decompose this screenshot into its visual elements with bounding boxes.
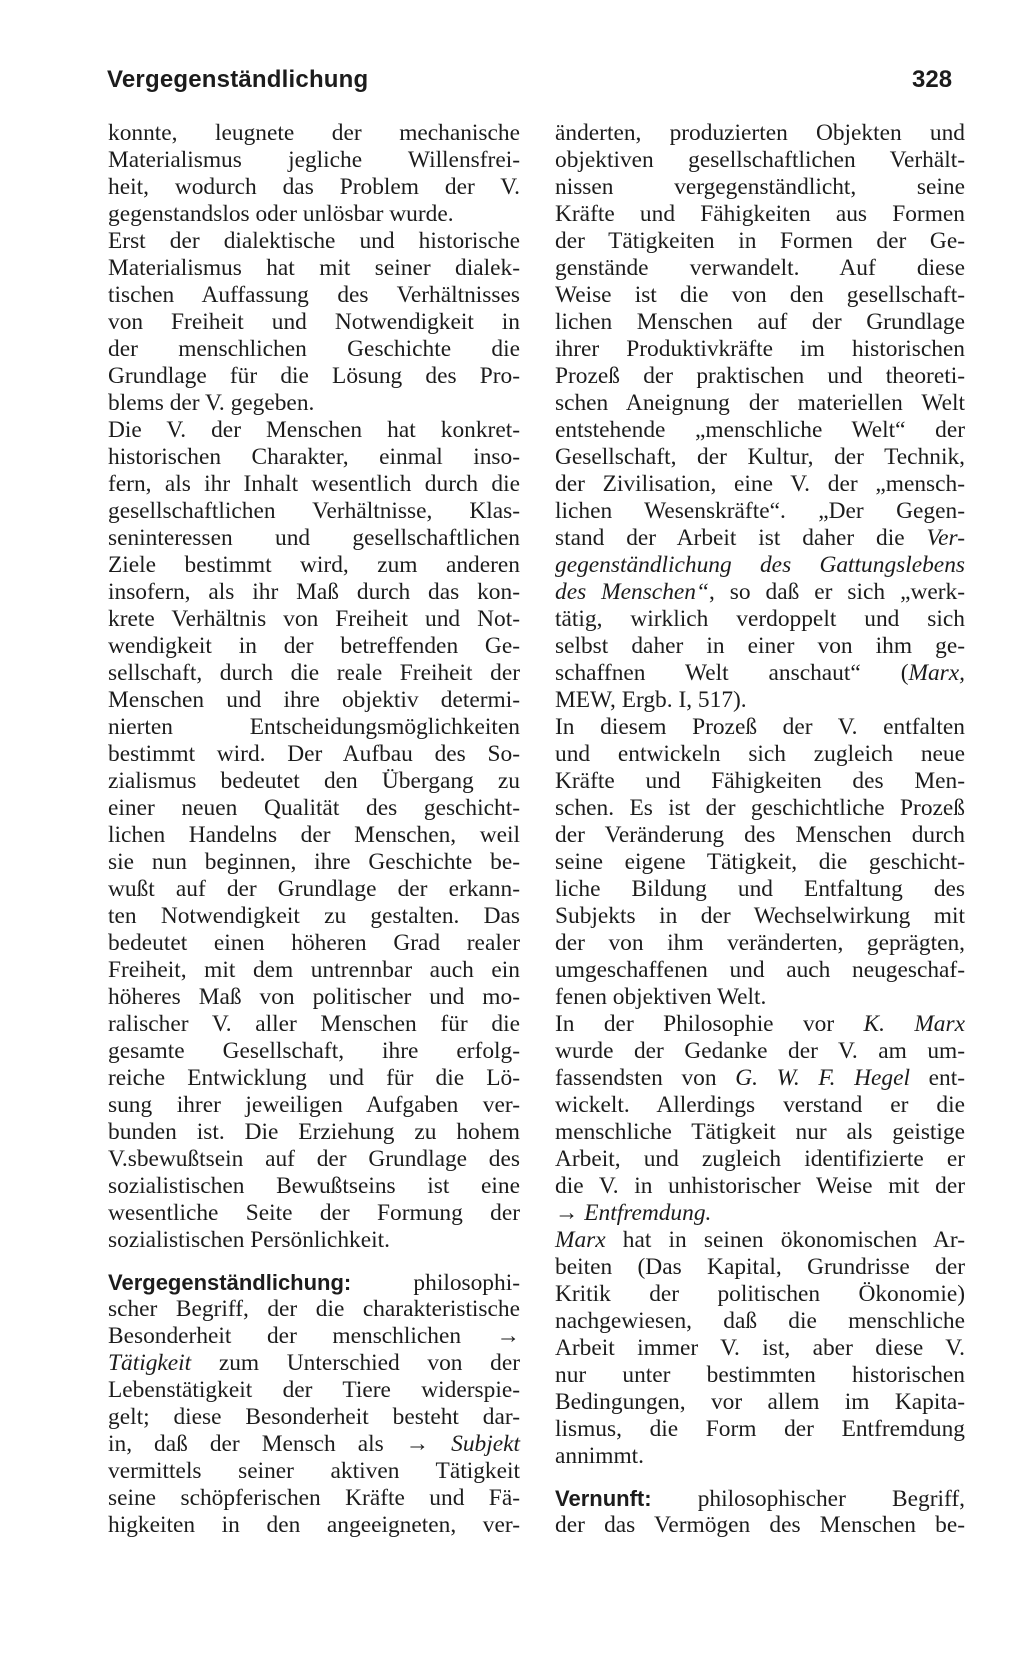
line-text: Kräfte und Fähigkeiten des Men- — [555, 768, 965, 794]
right-column — [555, 120, 965, 1539]
text-line — [555, 1092, 965, 1119]
line-text: der menschlichen Geschichte die — [108, 336, 520, 362]
text-line — [555, 633, 965, 660]
line-text: schaffnen Welt anschaut“ ( — [555, 660, 909, 686]
line-text: genstände verwandelt. Auf diese — [555, 255, 965, 281]
line-text: bunden ist. Die Erziehung zu hohem — [108, 1119, 520, 1145]
line-text: krete Verhältnis von Freiheit und Not- — [108, 606, 520, 632]
line-text: bedeutet einen höheren Grad realer — [108, 930, 520, 956]
line-text: fassendsten von — [555, 1065, 717, 1091]
line-text: tischen Auffassung des Verhältnisses — [108, 282, 520, 308]
italic-text: des Menschen“ — [555, 579, 709, 605]
line-text: der Tätigkeiten in Formen der Ge- — [555, 228, 965, 254]
line-text: Arbeit immer V. ist, aber diese V. — [555, 1335, 965, 1361]
line-text: in, daß der Mensch als → — [108, 1431, 430, 1457]
line-text: sung ihrer jeweiligen Aufgaben ver- — [108, 1092, 520, 1118]
line-text: Weise ist die von den gesellschaft- — [555, 282, 965, 308]
line-text: wußt auf der Grundlage der erkann- — [108, 876, 520, 902]
line-text: beiten (Das Kapital, Grundrisse der — [555, 1254, 965, 1280]
text-line — [555, 876, 965, 903]
paragraph-gap — [108, 1254, 520, 1269]
line-text: Subjekts in der Wechselwirkung mit — [555, 903, 965, 929]
text-line — [108, 471, 520, 498]
entry-term: Vergegenständlichung: — [108, 1270, 352, 1295]
line-text: einer neuen Qualität des geschicht- — [108, 795, 520, 821]
text-line — [108, 930, 520, 957]
line-text: wickelt. Allerdings verstand er die — [555, 1092, 965, 1118]
line-text: Kräfte und Fähigkeiten aus Formen — [555, 201, 965, 227]
line-text: wendigkeit in der betreffenden Ge- — [108, 633, 520, 659]
line-text: schen. Es ist der geschichtliche Prozeß — [555, 795, 965, 821]
text-line — [555, 1119, 965, 1146]
line-text: Prozeß der praktischen und theoreti- — [555, 363, 965, 389]
line-text: Ziele bestimmt wird, zum anderen — [108, 552, 520, 578]
line-text: zum Unterschied von der — [191, 1350, 520, 1376]
text-line — [555, 1443, 965, 1470]
line-text: philosophi- — [351, 1270, 520, 1296]
line-text: V.sbewußtsein auf der Grundlage des — [108, 1146, 520, 1172]
line-text: der Veränderung des Menschen durch — [555, 822, 965, 848]
text-line — [555, 255, 965, 282]
text-line — [555, 363, 965, 390]
line-text: lichen Menschen auf der Grundlage — [555, 309, 965, 335]
text-line — [555, 444, 965, 471]
line-text: vermittels seiner aktiven Tätigkeit — [108, 1458, 520, 1484]
text-line — [108, 390, 520, 417]
line-text: scher Begriff, der die charakteristische — [108, 1296, 520, 1322]
line-text: sellschaft, durch die reale Freiheit der — [108, 660, 520, 686]
line-text: nachgewiesen, daß die menschliche — [555, 1308, 965, 1334]
text-line — [108, 363, 520, 390]
line-text: → — [555, 1200, 579, 1226]
line-text: In der Philosophie vor — [555, 1011, 835, 1037]
line-text: fern, als ihr Inhalt wesentlich durch die — [108, 471, 520, 497]
line-text: Bedingungen, vor allem im Kapita- — [555, 1389, 965, 1415]
line-text: philosophischer Begriff, — [651, 1486, 965, 1512]
text-line — [108, 1485, 520, 1512]
text-line — [555, 1227, 965, 1254]
line-text: Grundlage für die Lösung des Pro- — [108, 363, 520, 389]
text-line — [108, 255, 520, 282]
line-text: wesentliche Seite der Formung der — [108, 1200, 520, 1226]
line-text: schen Aneignung der materiellen Welt — [555, 390, 965, 416]
italic-text: gegenständlichung des Gattungslebens — [555, 552, 965, 578]
text-line — [555, 1011, 965, 1038]
text-line — [108, 498, 520, 525]
text-line — [108, 660, 520, 687]
text-line — [108, 1200, 520, 1227]
line-text: von Freiheit und Notwendigkeit in — [108, 309, 520, 335]
line-text: umgeschaffenen und auch neugeschaf- — [555, 957, 965, 983]
text-line — [108, 822, 520, 849]
line-text: Lebenstätigkeit der Tiere widerspie- — [108, 1377, 520, 1403]
line-text: seninteressen und gesellschaftlichen — [108, 525, 520, 551]
text-line — [555, 147, 965, 174]
text-line — [555, 849, 965, 876]
text-line — [108, 1119, 520, 1146]
text-line — [108, 1296, 520, 1323]
line-text: insofern, als ihr Maß durch das kon- — [108, 579, 520, 605]
text-line — [555, 390, 965, 417]
line-text: lichen Wesenskräfte“. „Der Gegen- — [555, 498, 965, 524]
text-line — [108, 876, 520, 903]
italic-text: Tätigkeit — [108, 1350, 192, 1376]
line-text: sozialistischen Persönlichkeit. — [108, 1227, 390, 1253]
line-text: blems der V. gegeben. — [108, 390, 315, 416]
text-line — [108, 282, 520, 309]
italic-text: Entfremdung. — [578, 1200, 712, 1226]
text-line — [555, 417, 965, 444]
line-text: bestimmt wird. Der Aufbau des So- — [108, 741, 520, 767]
text-line — [555, 822, 965, 849]
text-line — [555, 282, 965, 309]
line-text: tätig, wirklich verdoppelt und sich — [555, 606, 965, 632]
line-text: nierten Entscheidungsmöglichkeiten — [108, 714, 520, 740]
text-line — [555, 1512, 965, 1539]
text-line — [555, 579, 965, 606]
text-line — [108, 687, 520, 714]
line-text: hat in seinen ökonomischen Ar- — [605, 1227, 965, 1253]
text-line — [555, 984, 965, 1011]
line-text: sozialistischen Bewußtseins ist eine — [108, 1173, 520, 1199]
text-line — [555, 660, 965, 687]
line-text: seine eigene Tätigkeit, die geschicht- — [555, 849, 965, 875]
line-text: In diesem Prozeß der V. entfalten — [555, 714, 965, 740]
text-line — [555, 552, 965, 579]
line-text: Arbeit, und zugleich identifizierte er — [555, 1146, 965, 1172]
line-text: Kritik der politischen Ökonomie) — [555, 1281, 965, 1307]
text-line — [108, 1146, 520, 1173]
line-text: lismus, die Form der Entfremdung — [555, 1416, 965, 1442]
text-line — [108, 957, 520, 984]
text-line — [108, 336, 520, 363]
text-line — [108, 1377, 520, 1404]
text-line — [108, 606, 520, 633]
text-line — [555, 498, 965, 525]
line-text: Die V. der Menschen hat konkret- — [108, 417, 520, 443]
line-text: gesamte Gesellschaft, ihre erfolg- — [108, 1038, 520, 1064]
text-line — [108, 444, 520, 471]
text-line — [555, 1038, 965, 1065]
text-line — [108, 1011, 520, 1038]
line-text: höheres Maß von politischer und mo- — [108, 984, 520, 1010]
line-text: Materialismus jegliche Willensfrei- — [108, 147, 520, 173]
line-text: Freiheit, mit dem untrennbar auch ein — [108, 957, 520, 983]
page-number: 328 — [912, 66, 953, 93]
line-text: stand der Arbeit ist daher die — [555, 525, 905, 551]
text-line — [108, 228, 520, 255]
text-line — [108, 552, 520, 579]
text-line — [108, 1404, 520, 1431]
left-column — [108, 120, 520, 1539]
line-text: seine schöpferischen Kräfte und Fä- — [108, 1485, 520, 1511]
text-line — [555, 795, 965, 822]
text-line — [555, 1362, 965, 1389]
text-line — [555, 714, 965, 741]
italic-text: Subjekt — [429, 1431, 520, 1457]
line-text: liche Bildung und Entfaltung des — [555, 876, 965, 902]
line-text: annimmt. — [555, 1443, 645, 1469]
line-text: die V. in unhistorischer Weise mit der — [555, 1173, 965, 1199]
text-line — [555, 768, 965, 795]
line-text: zialismus bedeutet den Übergang zu — [108, 768, 520, 794]
text-line — [555, 1485, 965, 1512]
line-text: ent- — [910, 1065, 965, 1091]
text-line — [555, 1065, 965, 1092]
line-text: und entwickeln sich zugleich neue — [555, 741, 965, 767]
line-text: der von ihm veränderten, geprägten, — [555, 930, 965, 956]
text-line — [108, 1323, 520, 1350]
text-line — [108, 633, 520, 660]
text-line — [108, 309, 520, 336]
line-text: sie nun beginnen, ihre Geschichte be- — [108, 849, 520, 875]
line-text: Menschen und ihre objektiv determi- — [108, 687, 520, 713]
line-text: wurde der Gedanke der V. am um- — [555, 1038, 965, 1064]
text-line — [108, 1227, 520, 1254]
line-text: objektiven gesellschaftlichen Verhält- — [555, 147, 965, 173]
text-line — [555, 606, 965, 633]
text-line — [555, 930, 965, 957]
text-line — [555, 1146, 965, 1173]
text-line — [555, 120, 965, 147]
italic-text: Marx, — [908, 660, 965, 686]
line-text: MEW, Ergb. I, 517). — [555, 687, 747, 713]
line-text: Gesellschaft, der Kultur, der Technik, — [555, 444, 965, 470]
text-line — [108, 201, 520, 228]
line-text: änderten, produzierten Objekten und — [555, 120, 965, 146]
text-line — [555, 336, 965, 363]
line-text: gelt; diese Besonderheit besteht dar- — [108, 1404, 520, 1430]
text-line — [555, 471, 965, 498]
text-line — [555, 201, 965, 228]
text-line — [108, 1269, 520, 1296]
text-line — [555, 309, 965, 336]
line-text: entstehende „menschliche Welt“ der — [555, 417, 965, 443]
text-line — [108, 147, 520, 174]
line-text: ten Notwendigkeit zu gestalten. Das — [108, 903, 520, 929]
text-line — [555, 1200, 965, 1227]
text-line — [555, 1416, 965, 1443]
text-line — [108, 1038, 520, 1065]
text-line — [108, 1512, 520, 1539]
text-line — [555, 174, 965, 201]
text-line — [555, 903, 965, 930]
italic-text: G. W. F. Hegel — [716, 1065, 910, 1091]
text-line — [555, 1173, 965, 1200]
text-line — [108, 741, 520, 768]
line-text: lichen Handelns der Menschen, weil — [108, 822, 520, 848]
line-text: historischen Charakter, einmal inso- — [108, 444, 520, 470]
text-line — [108, 579, 520, 606]
text-line — [108, 714, 520, 741]
text-line — [108, 417, 520, 444]
line-text: ralischer V. aller Menschen für die — [108, 1011, 520, 1037]
italic-text: Ver- — [904, 525, 965, 551]
line-text: reiche Entwicklung und für die Lö- — [108, 1065, 520, 1091]
text-line — [555, 228, 965, 255]
running-head-title: Vergegenständlichung — [107, 66, 369, 93]
line-text: menschliche Tätigkeit nur als geistige — [555, 1119, 965, 1145]
line-text: nissen vergegenständlicht, seine — [555, 174, 965, 200]
text-line — [108, 1173, 520, 1200]
line-text: gegenstandslos oder unlösbar wurde. — [108, 201, 454, 227]
line-text: selbst daher in einer von ihm ge- — [555, 633, 965, 659]
text-line — [108, 768, 520, 795]
line-text: fenen objektiven Welt. — [555, 984, 767, 1010]
line-text: der das Vermögen des Menschen be- — [555, 1512, 965, 1538]
line-text: , so daß er sich „werk- — [708, 579, 966, 605]
italic-text: Marx — [555, 1227, 606, 1253]
italic-text: K. Marx — [834, 1011, 965, 1037]
line-text: nur unter bestimmten historischen — [555, 1362, 965, 1388]
text-line — [555, 1308, 965, 1335]
line-text: Materialismus hat mit seiner dialek- — [108, 255, 520, 281]
text-line — [108, 1092, 520, 1119]
entry-term: Vernunft: — [555, 1486, 652, 1511]
text-line — [108, 120, 520, 147]
text-line — [555, 1254, 965, 1281]
text-line — [555, 525, 965, 552]
text-line — [108, 525, 520, 552]
line-text: heit, wodurch das Problem der V. — [108, 174, 520, 200]
line-text: Erst der dialektische und historische — [108, 228, 520, 254]
text-line — [108, 1458, 520, 1485]
text-line — [108, 984, 520, 1011]
line-text: der Zivilisation, eine V. der „mensch- — [555, 471, 965, 497]
text-line — [555, 687, 965, 714]
text-line — [108, 174, 520, 201]
text-line — [108, 795, 520, 822]
text-line — [108, 849, 520, 876]
text-line — [555, 1281, 965, 1308]
line-text: Besonderheit der menschlichen → — [108, 1323, 520, 1349]
paragraph-gap — [555, 1470, 965, 1485]
text-line — [108, 903, 520, 930]
text-line — [555, 1389, 965, 1416]
text-line — [555, 1335, 965, 1362]
line-text: ihrer Produktivkräfte im historischen — [555, 336, 965, 362]
line-text: konnte, leugnete der mechanische — [108, 120, 520, 146]
text-line — [108, 1065, 520, 1092]
text-line — [555, 957, 965, 984]
line-text: higkeiten in den angeeigneten, ver- — [108, 1512, 520, 1538]
text-line — [108, 1350, 520, 1377]
text-line — [555, 741, 965, 768]
text-line — [108, 1431, 520, 1458]
line-text: gesellschaftlichen Verhältnisse, Klas- — [108, 498, 520, 524]
